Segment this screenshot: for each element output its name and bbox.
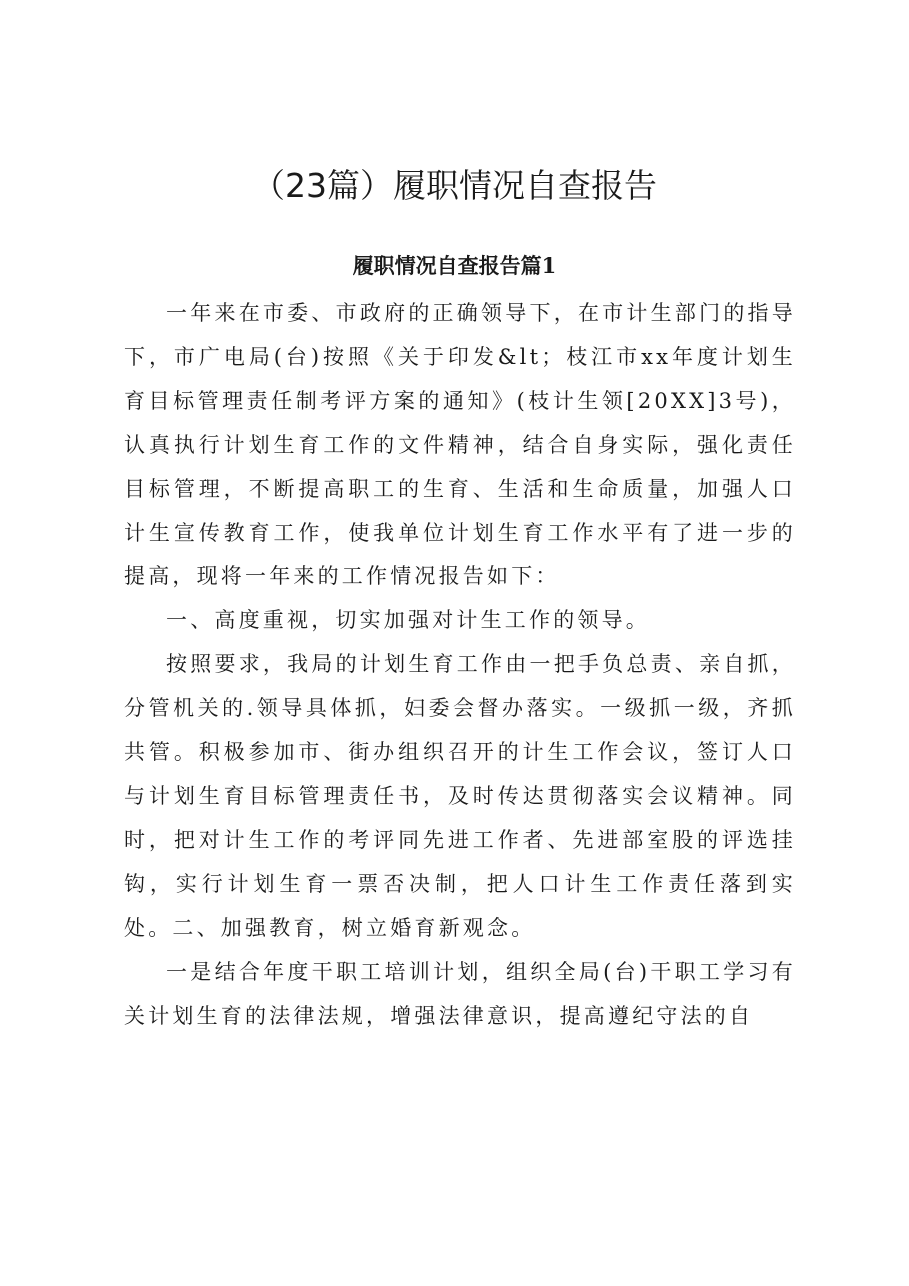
paragraph-point-one-body: 按照要求，我局的计划生育工作由一把手负总责、亲自抓，分管机关的.领导具体抓，妇委会督办落实。一级抓一级，齐抓共管。积极参加市、街办组织召开的计生工作会议，签订人口与计划生育目标管理责任书，及时传达贯彻落实会议精神。同时，把对计生工作的考评同先进工作者、先进部室股的评选挂钩，实行计划生育一票否决制，把人口计生工作责任落到实处。二、加强教育，树立婚育新观念。 — [124, 652, 796, 940]
document-title: （23篇）履职情况自查报告 — [252, 166, 657, 205]
section-heading: 履职情况自查报告篇1 — [352, 253, 557, 278]
document-body — [124, 292, 796, 1038]
paragraph-point-one-heading: 一、高度重视，切实加强对计生工作的领导。 — [166, 608, 650, 633]
paragraph-intro: 一年来在市委、市政府的正确领导下，在市计生部门的指导下，市广电局(台)按照《关于印发&lt；枝江市xx年度计划生育目标管理责任制考评方案的通知》(枝计生领[20XX]3号)，认真执行计划生育工作的文件精神，结合自身实际，强化责任目标管理，不断提高职工的生育、生活和生命质量，加强人口计生宣传教育工作，使我单位计划生育工作水平有了进一步的提高，现将一年来的工作情况报告如下： — [124, 301, 796, 589]
paragraph-training: 一是结合年度干职工培训计划，组织全局(台)干职工学习有关计划生育的法律法规，增强法律意识，提高遵纪守法的自 — [124, 959, 796, 1028]
